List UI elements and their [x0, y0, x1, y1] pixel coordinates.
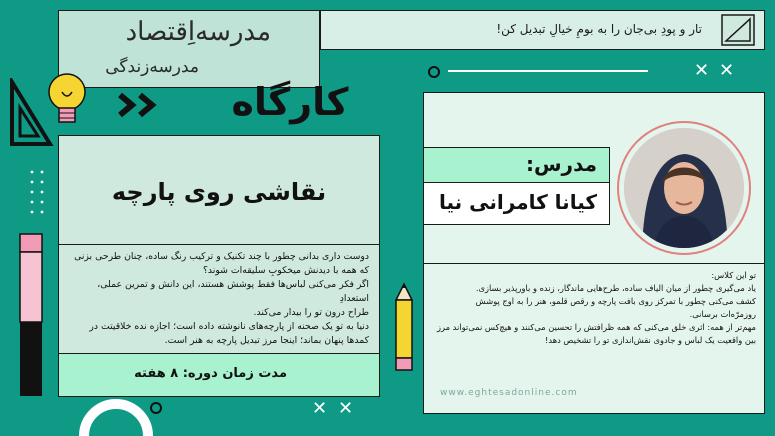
duration-bar	[59, 353, 379, 396]
class-description	[432, 269, 756, 347]
class-description-line: تو این کلاس:	[711, 270, 756, 280]
headline: کارگاه	[231, 80, 349, 124]
workshop-card	[58, 135, 380, 397]
slogan-text: تار و پودِ بی‌جان را به بومِ خیالِ تبدیل کن!	[496, 22, 702, 36]
circle-decoration-icon	[428, 66, 440, 78]
line-decoration	[448, 70, 648, 72]
ruler-triangle-icon	[720, 13, 756, 47]
workshop-title: نقاشی روی پارچه	[111, 178, 327, 206]
double-chevron-icon	[116, 92, 162, 118]
workshop-description-line: اگر فکر می‌کنی لباس‌ها فقط پوشش هستند، این دانش و تمرین عملی، استعدادِ	[97, 279, 369, 304]
cross-icon: ✕	[694, 60, 710, 81]
class-description-line: روزمرّه‌ات برسانی.	[689, 309, 756, 319]
workshop-description-line: دوست داری بدانی چطور با چند تکنیک و ترکیب رنگ ساده، چنان طرحی بزنی	[74, 251, 369, 262]
class-description-line: یاد می‌گیری چطور از میان الیاف ساده، طرح‌هایی ماندگار، زنده و باورپذیر بسازی.	[475, 283, 756, 293]
instructor-label-box	[424, 147, 610, 183]
marker-icon	[18, 232, 44, 398]
instructor-portrait-icon	[624, 128, 744, 248]
lightbulb-icon	[44, 70, 90, 132]
brand-name: مدرسه‌اِقتصاد	[125, 17, 271, 47]
dots-decoration	[28, 168, 48, 218]
workshop-description-line: دنیا به تو یک صحنه از پارچه‌های نانوشته داده است؛ اجازه نده خلاقیتت در	[89, 321, 369, 332]
cross-icon: ✕	[338, 398, 354, 419]
instructor-name: کیانا کامرانی نیا	[439, 190, 597, 214]
class-description-line: کشف می‌کنی چطور با تمرکز روی بافت پارچه و رقص قلمو، هنر را به اوج پوشش	[475, 296, 756, 306]
cross-icon: ✕	[312, 398, 328, 419]
pencil-icon	[392, 282, 416, 374]
workshop-description-line: طراح درون تو را بیدار می‌کند.	[253, 307, 369, 318]
instructor-name-box	[424, 183, 610, 225]
instructor-label: مدرس:	[525, 152, 597, 176]
cross-icon: ✕	[719, 60, 735, 81]
brand-logo-box	[58, 10, 320, 88]
workshop-description	[67, 250, 369, 348]
class-description-line: مهم‌تر از همه: اثری خلق می‌کنی که همه ظرافتش را تحسین می‌کنند و هیچ‌کس نمی‌تواند مرز	[437, 322, 756, 332]
divider	[59, 244, 379, 245]
instructor-photo	[624, 128, 744, 248]
instructor-card	[423, 92, 765, 414]
divider	[424, 263, 764, 264]
watermark-text: www.eghtesadonline.com	[440, 388, 578, 398]
half-circle-decoration	[78, 396, 154, 436]
workshop-description-line: که همه با دیدنش میخکوبِ سلیقه‌ات شوند؟	[202, 265, 369, 276]
workshop-description-line: کمدها پنهان بماند؛ اینجا مرز تبدیل پارچه به هنر است.	[164, 335, 369, 346]
class-description-line: بین واقعیت یک لباس و جادوی نقش‌اندازی تو را تشخیص دهد!	[545, 335, 756, 345]
course-duration: مدت زمان دوره: ۸ هفته	[134, 366, 287, 381]
brand-subname: مدرسه‌زندگی	[105, 57, 199, 77]
slogan-bar	[320, 10, 765, 50]
